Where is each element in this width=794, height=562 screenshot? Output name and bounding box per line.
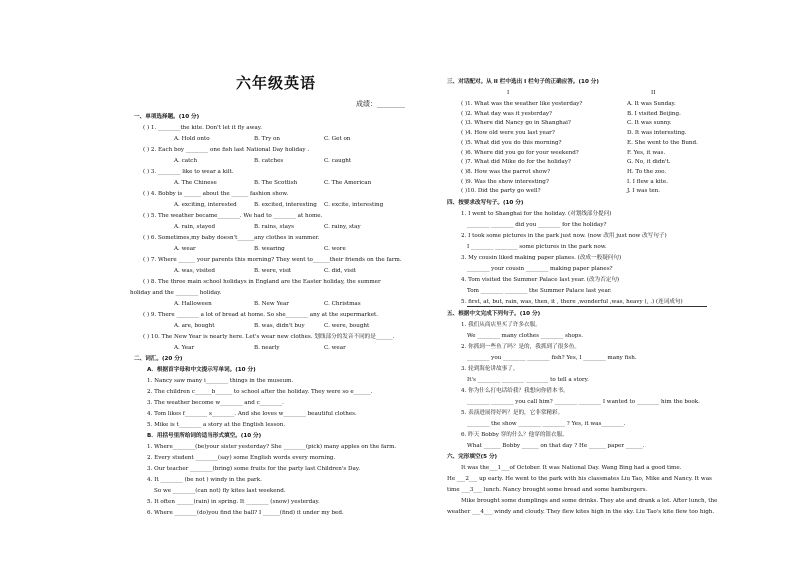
section-5-heading: 五、根据中文完成下列句子。(10 分) [447,311,541,317]
option[interactable]: A. rain, stayed [174,224,216,230]
complete-3: 3. 轮到海伦讲故事了。 [461,366,519,372]
option[interactable]: A. Hold onto [174,136,210,142]
match-answer: F. Yes, it was. [627,149,666,156]
question-2-options [174,156,351,167]
column-ii-header: II [651,90,656,96]
question-3: ( ) 3. ________ like to wear a kilt. [143,169,234,175]
complete-6-answer: What ______ Bobby ______ on that day ? He ______ paper ______. [467,443,645,449]
option[interactable]: A. Year [174,345,195,351]
complete-4: 4. 你为什么打电话给我？我想向你借本书。 [461,388,569,394]
question-7: ( ) 7. Where ______ your parents this morning? They went to______their friends on the farm. [143,257,402,263]
question-1-options [174,134,350,145]
rewrite-3: 3. My cousin liked making paper planes. (改成一般疑问句) [461,255,622,261]
option[interactable]: C. caught [324,158,352,164]
vocab-a5: 5. Mike is t________ a story at the English lesson. [147,422,286,428]
vocab-a2: 2. The children c______b______ to school after the holiday. They were so e______. [147,389,373,395]
complete-2-answer: ________ you ________ ________ fish? Yes, I ________ many fish. [467,355,637,361]
match-answer: C. It was sunny. [627,120,672,127]
question-5-options [174,222,361,233]
option[interactable]: B. was, didn't buy [254,323,305,329]
question-8-options [174,299,361,310]
section-4-heading: 四、按要求改写句子。(10 分) [447,200,524,206]
option[interactable]: C. Christmas [324,301,361,307]
complete-6: 6. 昨天 Bobby 穿的什么？他穿的银衣服。 [461,432,568,438]
rewrite-4-answer: Tom ________ ________ the Summer Palace last year. [467,288,612,294]
score-field[interactable]: 成绩：________ [356,100,405,108]
rewrite-4: 4. Tom visited the Summer Palace last year. (改为否定句) [461,277,620,283]
complete-1: 1. 我们从商店里买了许多衣服。 [461,322,541,328]
match-question: ( )9. Was the show interesting? [461,178,549,185]
section-3-heading: 三、对话配对。从 II 栏中选出 I 栏句子的正确应答。(10 分) [447,79,599,85]
match-question: ( )5. What did you do this morning? [461,139,562,146]
question-4: ( ) 4. Bobby is ______ about the ______ fashion show. [143,191,289,197]
match-answer: A. It was Sunday. [627,101,676,107]
vocab-b1: 1. Where________(be)your sister yesterday? She ________(pick) many apples on the farm. [147,444,397,450]
question-10-options [174,343,346,354]
option[interactable]: C. excite, interesting [324,202,384,208]
question-8: ( ) 8. The three main school holidays in England are the Easter holiday, the summer [143,279,381,285]
page-title: 六年级英语 [236,74,317,92]
option[interactable]: B. Try on [254,136,280,142]
question-9: ( ) 9. There ________ a lot of bread at home. So she________ any at the supermarket. [143,312,379,318]
question-1: ( ) 1. ________the kite. Don't let it fly away. [143,125,262,131]
option[interactable]: A. was, visited [174,268,215,274]
match-answer: B. I visited Beijing. [627,110,681,117]
option[interactable]: B. nearly [254,345,280,351]
rewrite-5-answer-line[interactable] [467,306,707,307]
match-question: ( )2. What day was it yesterday? [461,110,553,117]
match-answer: E. She went to the Bund. [627,139,698,146]
cloze-line-2: He ___2___ up early. He went to the park with his classmates Liu Tao, Mike and Nancy. It was [447,476,712,482]
option[interactable]: A. are, bought [174,323,215,329]
question-6: ( ) 6. Sometimes,my baby doesn't______any clothes in summer. [143,235,320,241]
complete-3-answer: It's ________ ________ ________ to tell a story. [467,377,589,383]
vocab-b6: 6. Where ________(do)you find the ball? I ______(find) it under my bed. [147,510,344,516]
vocab-a4: 4. Tom likes f________ s________. And she loves w________ beautiful clothes. [147,411,357,417]
option[interactable]: C. Get on [324,136,351,142]
vocab-b4-continued: So we ________(can not) fly kites last weekend. [154,488,286,494]
match-question: ( )6. Where did you go for your weekend? [461,149,579,156]
match-question: ( )7. What did Mike do for the holiday? [461,159,571,166]
option[interactable]: A. catch [174,158,198,164]
complete-2: 2. 你抓到一些鱼了吗？是的，我抓到了很多鱼。 [461,344,580,350]
rewrite-2: 2. I took some pictures in the park just now. (now 改用 just now 改写句子) [461,233,667,239]
option[interactable]: C. wear [324,345,346,351]
option[interactable]: B. New Year [254,301,289,307]
question-9-options [174,321,369,332]
complete-5-answer: ________ the show ________ ________ ? Yes, it was________. [467,421,626,427]
cloze-line-1: It was the___1___of October. It was National Day. Wang Bing had a good time. [461,465,682,471]
column-i-header: I [507,90,510,96]
match-answer: D. It was interesting. [627,130,687,137]
option[interactable]: A. exciting, interested [174,202,237,208]
option[interactable]: B. catches [254,158,284,164]
question-4-options [174,200,383,211]
option[interactable]: C. did, visit [324,268,356,274]
vocab-b5: 5. It often ______(rain) in spring. It ________ (snow) yesterday. [147,499,320,505]
vocab-a1: 1. Nancy saw many i________ things in the museum. [147,378,294,384]
rewrite-5: 5. first, at, but, rain, was, then, it , there ,wonderful ,was, heavy (, .) (连词成句) [461,299,683,305]
match-answer: I. I flew a kite. [627,178,668,185]
section-2a-heading: A．根据首字母和中文提示写单词。(10 分) [147,367,256,373]
section-2-heading: 二、词汇。(20 分) [134,356,183,362]
section-1-heading: 一、单项选择题。(10 分) [134,114,200,120]
match-question: ( )4. How old were you last year? [461,130,555,137]
option[interactable]: C. rainy, stay [324,224,361,230]
rewrite-1: 1. I went to Shanghai for the holiday. (对划线部分提问) [461,211,612,217]
match-answer: H. To the zoo. [627,168,667,175]
question-8-continued: holiday and the ________ holiday. [130,290,222,296]
match-question: ( )10. Did the party go well? [461,188,541,195]
match-question: ( )8. How was the parrot show? [461,168,551,175]
question-3-options [174,178,371,189]
question-10: ( ) 10. The New Year is nearly here. Let's wear new clothes. 划线部分的发音不同的是______. [143,334,395,340]
option[interactable]: C. were, bought [324,323,370,329]
option[interactable]: B. The Scottish [254,180,298,186]
option[interactable]: C. The American [324,180,372,186]
match-question: ( )1. What was the weather like yesterday? [461,101,583,107]
cloze-line-4: Mike brought some dumplings and some drinks. They ate and drank a lot. After lunch, the [461,498,718,504]
match-question: ( )3. Where did Nancy go in Shanghai? [461,120,571,127]
section-2b-heading: B．用括号里所给词的适当形式填空。(10 分) [147,433,262,439]
match-answer: G. No, it didn't. [627,159,671,166]
question-2: ( ) 2. Each boy ________ one fish last National Day holiday . [143,147,310,153]
option[interactable]: B. wearing [254,246,285,252]
vocab-b3: 3. Our teacher ________(bring) some fruits for the party last Children's Day. [147,466,361,472]
complete-1-answer: We ________ many clothes ________ shops. [467,333,584,339]
complete-4-answer: ________ ________ you call him? ________ ________ I wanted to ________ him the book. [467,399,700,405]
rewrite-2-answer: I ________ ________ some pictures in the park now. [467,244,607,250]
vocab-a3: 3. The weather become w________ and c________. [147,400,284,406]
question-6-options [174,244,346,255]
option[interactable]: A. Halloween [174,301,212,307]
vocab-b4: 4. It ________ (be not ) windy in the park. [147,477,262,483]
rewrite-3-answer: ________ your cousin ________ making paper planes? [467,266,613,272]
match-answer: J. I was ten. [627,188,661,195]
option[interactable]: B. rains, stays [254,224,294,230]
rewrite-1-answer: ________ ________ did you ________ for the holiday? [467,222,607,228]
option[interactable]: A. wear [174,246,196,252]
option[interactable]: C. wore [324,246,346,252]
option[interactable]: B. excited, interesting [254,202,317,208]
question-7-options [174,266,356,277]
cloze-line-3: time ___3___ lunch. Nancy brought some bread and some hamburgers. [447,487,648,493]
cloze-line-5: weather ___4___ windy and cloudy. They flew kites high in the sky. Liu Tao's kite flew too high. [447,509,715,515]
question-5: ( ) 5. The weather became________. We had to ________ at home. [143,213,323,219]
option[interactable]: B. were, visit [254,268,292,274]
option[interactable]: A. The Chinese [174,180,217,186]
vocab-b2: 2. Every student ________(say) some English words every morning. [147,455,336,461]
section-6-heading: 六、完形填空(5 分) [447,454,498,460]
complete-5: 5. 表演进展得好吗？是的，它非常精彩。 [461,410,564,416]
